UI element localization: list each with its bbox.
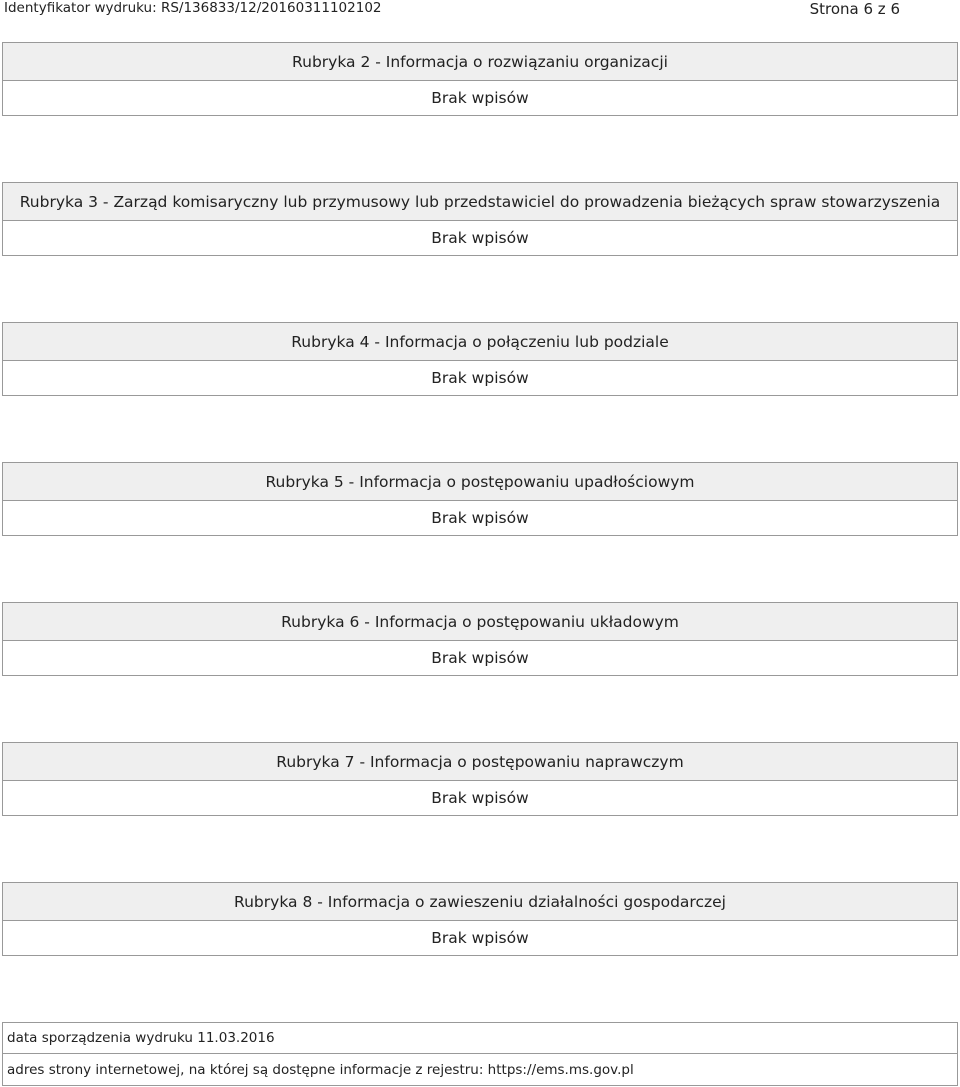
section-rubryka-3 [2,182,958,256]
section-title: Rubryka 7 - Informacja o postępowaniu naprawczym [2,742,958,780]
section-title: Rubryka 6 - Informacja o postępowaniu układowym [2,602,958,640]
section-title: Rubryka 3 - Zarząd komisaryczny lub przymusowy lub przedstawiciel do prowadzenia bieżących spraw stowarzyszenia [2,182,958,220]
section-content: Brak wpisów [2,640,958,676]
section-content: Brak wpisów [2,80,958,116]
section-rubryka-2 [2,42,958,116]
page-number: Strona 6 z 6 [809,0,900,18]
page-header [0,0,960,18]
section-rubryka-4 [2,322,958,396]
section-rubryka-8 [2,882,958,956]
footer-source-address: adres strony internetowej, na której są dostępne informacje z rejestru: https://ems.ms.gov.pl [7,1061,634,1078]
section-title: Rubryka 5 - Informacja o postępowaniu upadłościowym [2,462,958,500]
section-rubryka-6 [2,602,958,676]
print-identifier: Identyfikator wydruku: RS/136833/12/20160311102102 [4,0,382,16]
footer-print-date: data sporządzenia wydruku 11.03.2016 [3,1023,957,1054]
section-title: Rubryka 8 - Informacja o zawieszeniu działalności gospodarczej [2,882,958,920]
section-content: Brak wpisów [2,220,958,256]
section-title: Rubryka 2 - Informacja o rozwiązaniu organizacji [2,42,958,80]
section-content: Brak wpisów [2,920,958,956]
section-rubryka-7 [2,742,958,816]
section-content: Brak wpisów [2,780,958,816]
section-rubryka-5 [2,462,958,536]
section-content: Brak wpisów [2,360,958,396]
page-footer [2,1022,958,1086]
section-content: Brak wpisów [2,500,958,536]
section-title: Rubryka 4 - Informacja o połączeniu lub podziale [2,322,958,360]
